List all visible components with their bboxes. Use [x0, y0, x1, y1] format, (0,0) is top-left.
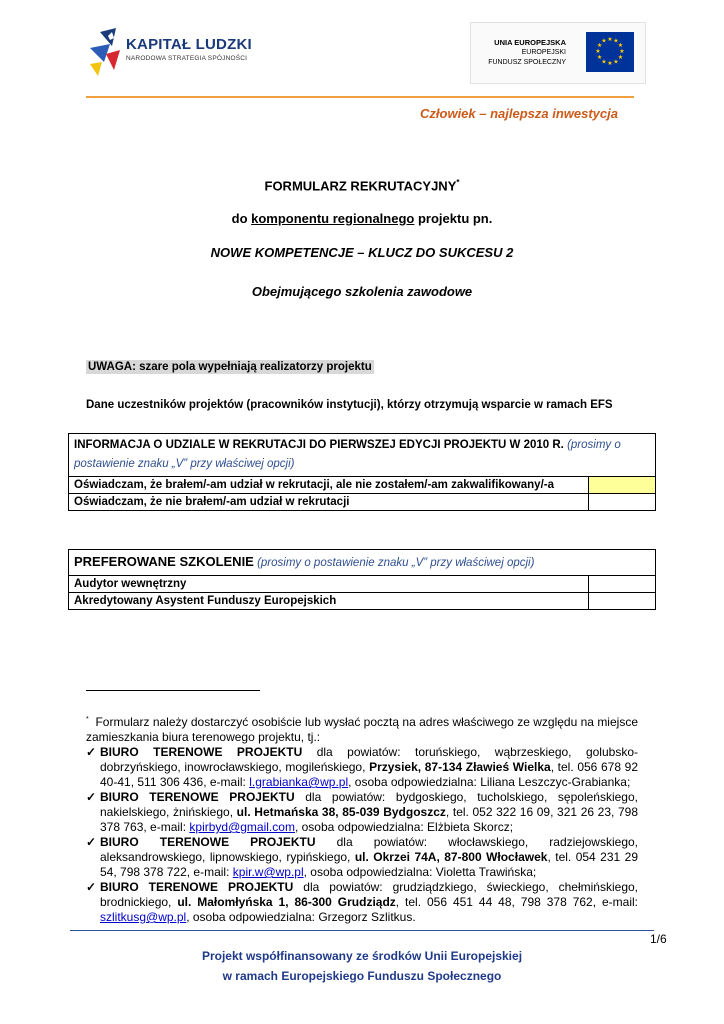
table-row — [69, 477, 656, 494]
table2-header: PREFEROWANE SZKOLENIE (prosimy o postawienie znaku „V” przy właściwej opcji) — [69, 550, 656, 576]
recruitment-info-table — [68, 433, 656, 511]
list-item: ✓ BIURO TERENOWE PROJEKTU dla powiatów: grudziądzkiego, świeckiego, chełmińskiego, brodnickiego, ul. Małomłyńska 1, 86-300 Grudziądz, tel. 056 451 44 48, 798 378 762, e-mail: szlitkusg@wp.pl, osoba odpowiedzialna: Grzegorz Szlitkus. — [86, 880, 638, 924]
training-label: Audytor wewnętrzny — [69, 576, 589, 593]
email-link[interactable]: kpirbyd@gmail.com — [189, 820, 295, 834]
page-number: 1/6 — [650, 932, 667, 946]
svg-text:★: ★ — [613, 58, 619, 66]
project-subtitle: Obejmującego szkolenia zawodowe — [251, 284, 473, 299]
svg-text:★: ★ — [601, 37, 607, 45]
footer-line-2: w ramach Europejskiego Funduszu Społecznego — [222, 969, 502, 983]
checkmark-icon: ✓ — [86, 880, 97, 894]
svg-text:★: ★ — [596, 42, 603, 49]
svg-text:★: ★ — [607, 60, 613, 67]
svg-text:★: ★ — [595, 48, 601, 55]
logo-subtitle: NARODOWA STRATEGIA SPÓJNOŚCI — [126, 55, 248, 62]
table1-header: INFORMACJA O UDZIALE W REKRUTACJI DO PIERWSZEJ EDYCJI PROJEKTU W 2010 R. (prosimy o postawienie znaku „V” przy właściwej opcji) — [69, 434, 656, 477]
training-label: Akredytowany Asystent Funduszy Europejskich — [69, 593, 589, 610]
table-row — [69, 576, 656, 593]
svg-text:★: ★ — [617, 54, 624, 61]
logo-title: KAPITAŁ LUDZKI — [126, 36, 252, 53]
project-name: NOWE KOMPETENCJE – KLUCZ DO SUKCESU 2 — [210, 245, 514, 260]
eu-line-2: EUROPEJSKI — [521, 49, 566, 56]
footnote-intro: * Formularz należy dostarczyć osobiście lub wysłać pocztą na adres właściwego ze względu na miejsce zamieszkania biura terenowego projektu, tj.: — [86, 715, 638, 744]
svg-text:★: ★ — [607, 36, 613, 43]
email-link[interactable]: szlitkusg@wp.pl — [100, 910, 187, 924]
checkmark-icon: ✓ — [86, 790, 97, 804]
footer-line-1: Projekt współfinansowany ze środków Unii Europejskiej — [201, 949, 523, 963]
component-line: do komponentu regionalnego projektu pn. — [231, 211, 493, 226]
eu-flag-icon — [586, 32, 634, 72]
training-mark-cell[interactable] — [589, 593, 656, 610]
participants-note: Dane uczestników projektów (pracowników instytucji), którzy otrzymują wsparcie w ramach EFS — [86, 399, 613, 411]
list-item: ✓ BIURO TERENOWE PROJEKTU dla powiatów: toruńskiego, wąbrzeskiego, golubsko-dobrzyńskiego, inowrocławskiego, mogileńskiego, Przysiek, 87-134 Zławieś Wielka, tel. 056 678 92 40-41, 511 306 436, e-mail: l.grabianka@wp.pl, osoba odpowiedzialna: Liliana Leszczyc-Grabianka; — [86, 745, 638, 789]
footnote-divider — [86, 690, 260, 691]
option-label: Oświadczam, że nie brałem/-am udział w rekrutacji — [69, 494, 589, 511]
form-title: FORMULARZ REKRUTACYJNY* — [264, 178, 460, 194]
email-link[interactable]: kpir.w@wp.pl — [232, 865, 304, 879]
checkmark-icon: ✓ — [86, 835, 97, 849]
option-label: Oświadczam, że brałem/-am udział w rekrutacji, ale nie zostałem/-am zakwalifikowany/-a — [69, 477, 589, 494]
svg-text:★: ★ — [601, 58, 607, 66]
option-mark-cell[interactable] — [589, 477, 656, 494]
eu-line-3: FUNDUSZ SPOŁECZNY — [488, 59, 566, 66]
footer-divider — [70, 930, 654, 931]
tagline: Człowiek – najlepsza inwestycja — [420, 106, 618, 121]
option-mark-cell[interactable] — [589, 494, 656, 511]
table-row — [69, 494, 656, 511]
svg-text:★: ★ — [617, 42, 624, 49]
training-mark-cell[interactable] — [589, 576, 656, 593]
list-item: ✓ BIURO TERENOWE PROJEKTU dla powiatów: włocławskiego, radziejowskiego, aleksandrowskiego, lipnowskiego, rypińskiego, ul. Okrzei 74A, 87-800 Włocławek, tel. 054 231 29 54, 798 378 722, e-mail: kpir.w@wp.pl, osoba odpowiedzialna: Violetta Trawińska; — [86, 835, 639, 879]
email-link[interactable]: l.grabianka@wp.pl — [249, 775, 349, 789]
svg-text:★: ★ — [613, 37, 619, 45]
warning-note: UWAGA: szare pola wypełniają realizatorzy projektu — [88, 361, 372, 373]
preferred-training-table — [68, 549, 656, 610]
footnote — [86, 712, 638, 925]
checkmark-icon: ✓ — [86, 745, 97, 759]
eu-line-1: UNIA EUROPEJSKA — [494, 38, 566, 47]
svg-text:★: ★ — [619, 48, 625, 55]
table-row — [69, 593, 656, 610]
list-item: ✓ BIURO TERENOWE PROJEKTU dla powiatów: bydgoskiego, tucholskiego, sępoleńskiego, nakielskiego, żnińskiego, ul. Hetmańska 38, 85-039 Bydgoszcz, tel. 052 322 16 09, 321 26 23, 798 378 763, e-mail: kpirbyd@gmail.com, osoba odpowiedzialna: Elżbieta Skorcz; — [86, 790, 638, 834]
svg-text:★: ★ — [596, 54, 603, 61]
header-divider — [86, 96, 634, 98]
footnote-marker: * — [456, 178, 460, 187]
